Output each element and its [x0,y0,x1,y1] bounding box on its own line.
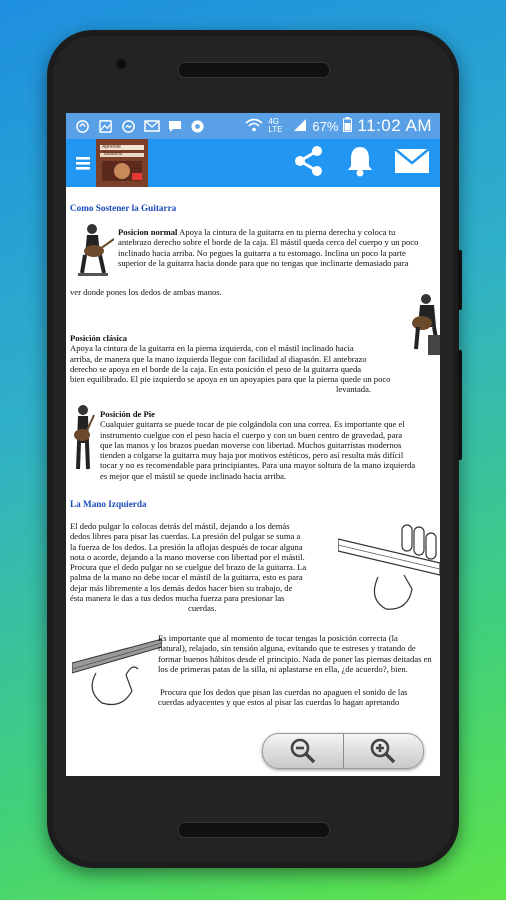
standing-position-text: Posición de Pie Cualquier guitarra se puede tocar de pie colgándola con una correa. Es importante que el instrumento cuelgue con el peso hacia el cuerpo y con un buen centro de gravedad, para que las manos y los brazos puedan moverse con libertad. Muchos guitarristas modernos tienden a colgarse la guitarra muy baja por motivos estéticos, pero así resulta más difícil tocar y no es recomendable para principiantes. Para una mayor soltura de la mano izquierda es mejor que el mástil se quede inclinado hacia arriba. [100,409,416,481]
wifi-icon [245,118,263,135]
section-title-holding: Como Sostener la Guitarra [70,203,177,213]
zoom-control [262,733,424,769]
zoom-in-icon [369,737,397,765]
seated-guitarist-figure [70,221,114,281]
classical-position-text: Posición clásica Apoya la cintura de la guitarra en la pierna izquierda, con el mástil inclinado hacia arriba, de manera que la mano izquierda llegue con facilidad al diapasón. El antebrazo derecho se apoya en el borde de la caja. En esta posición el peso de la guitarra queda bien equilibrado. El pie izquierdo se apoya en un apoyapies para que la pierna quede un poco levantada. [70,333,391,395]
sync-icon [74,118,91,135]
normal-position-text-end: ver donde pones los dedos de ambas manos. [70,287,222,297]
menu-button[interactable] [70,139,96,187]
app-thumbnail[interactable] [96,139,148,187]
standing-label: Posición de Pie [100,409,155,419]
volume-button [458,350,462,460]
standing-guitarist-figure [70,403,96,473]
battery-icon [343,117,352,135]
classical-label: Posición clásica [70,333,128,343]
signal-icon [293,118,307,135]
mail-icon [143,118,160,135]
zoom-in-button[interactable] [343,734,424,768]
front-camera [115,58,127,70]
normal-label: Posicion normal [118,227,178,237]
status-bar [66,113,440,139]
thumbnail-subtitle: Guitarra [104,151,123,157]
thumbnail-title: Aprende [102,144,121,150]
power-button [458,250,462,310]
phone-screen [66,113,440,776]
chat-icon [166,118,183,135]
posture-text: Es importante que al momento de tocar tengas la posición correcta (la natural), relajado, sin tensión alguna, evitando que te estreses y tratando de formar buenos hábitos desde el principio. Nada de poner las piernas deitadas en los de primeras patas de la silla, ni aplastarse en ella, ¿de acuerdo?, bien. [158,633,432,674]
network-type-label: 4G LTE [268,117,283,134]
settings-icon [189,118,206,135]
messenger-icon [120,118,137,135]
battery-level: 67% [312,118,339,134]
top-speaker [178,62,330,78]
bottom-speaker [178,822,330,838]
hand-fretboard-illustration [338,519,440,611]
zoom-out-icon [289,737,317,765]
clock: 11:02 AM [357,116,432,135]
zoom-out-button[interactable] [263,734,343,768]
left-hand-text: El dedo pulgar lo colocas detrás del mástil, dejando a los demás dedos libres para pisar las cuerdas. La presión del pulgar se suma a la fuerza de los dedos. La presión la aflojas después de tocar alguna nota o acorde, dejando a la mano moverse con libertad por el mástil. Procura que el dedo pulgar no se cuelgue del brazo de la guitarra. La palma de la mano no debe tocar el mástil de la guitarra, esto es para dejar más libremente a los demás dedos hacer bien su trabajo, de ésta manera le das a tus dedos mucha fuerza para presionar las cuerdas. [70,521,307,614]
document-view[interactable] [66,187,440,776]
section-title-left-hand: La Mano Izquierda [70,499,147,509]
finger-text: Procura que los dedos que pisan las cuerdas no apaguen el sonido de las cuerdas adyacentes y que estos al pisar las cuerdas lo hagan apretando [158,687,408,708]
image-icon [97,118,114,135]
bell-icon[interactable] [346,145,374,182]
share-icon[interactable] [292,144,326,183]
classical-guitarist-figure [412,291,440,359]
hamburger-icon [76,155,90,171]
app-bar [66,139,440,187]
thumb-neck-illustration [72,633,162,709]
normal-position-text: Posicion normal Apoya la cintura de la guitarra en tu pierna derecha y coloca tu antebrazo derecho sobre el borde de la caja. El mástil queda cerca del cuerpo y un poco inclinado hacia arriba. No pegues la guitarra a tu estomago. Inclina un poco la parte superior de la guitarra hacia donde para que no tengas que inclinarte demasiado para [118,227,419,268]
mail-icon[interactable] [394,147,430,180]
